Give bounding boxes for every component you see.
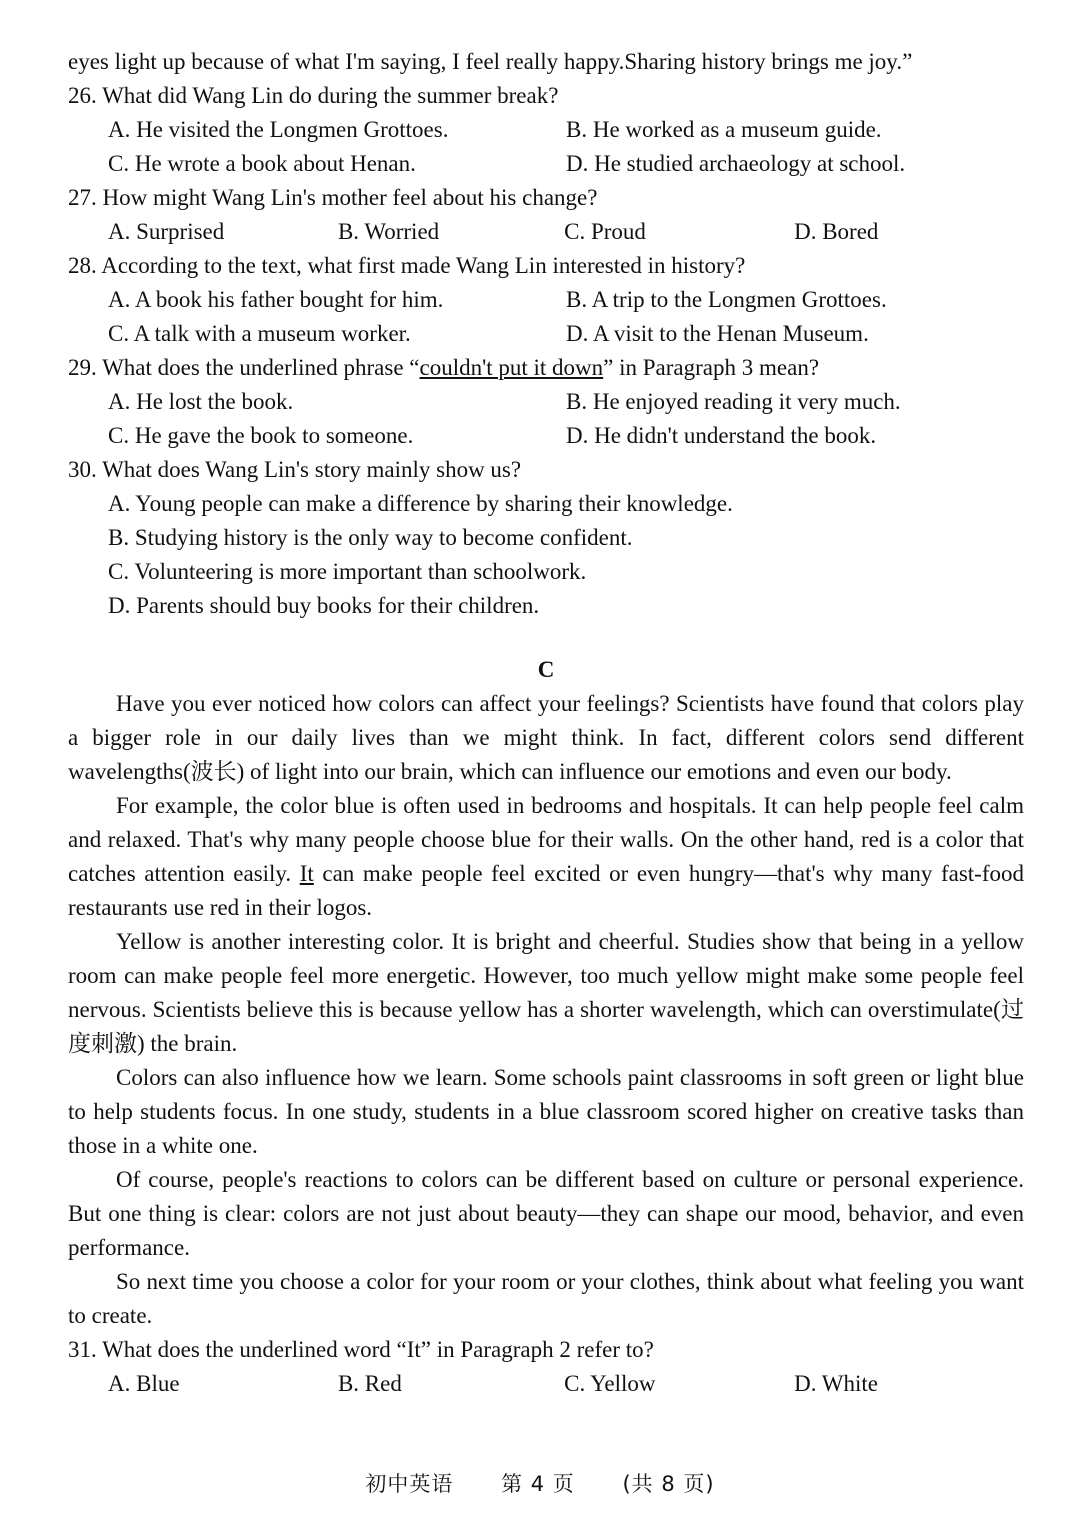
stem-suffix: ” in Paragraph 3 mean? bbox=[603, 355, 820, 380]
option-b[interactable]: B. Studying history is the only way to become confident. bbox=[108, 525, 633, 550]
options-row bbox=[68, 1367, 1024, 1401]
footer-subject: 初中英语 bbox=[365, 1472, 454, 1496]
option-d[interactable]: D. He didn't understand the book. bbox=[566, 423, 877, 448]
paragraph-tail: can make people feel excited or even hungry—that's why many fast-food restaurants use red in their logos. bbox=[68, 861, 1024, 920]
option-b[interactable]: B. Worried bbox=[337, 219, 440, 244]
question-stem: 27. How might Wang Lin's mother feel about his change? bbox=[68, 185, 598, 210]
option-c[interactable]: C. Proud bbox=[564, 219, 646, 244]
passage-paragraph: Of course, people's reactions to colors can be different based on culture or personal experience. But one thing is clear: colors are not just about beauty—they can shape our mood, behavior, and even performance. bbox=[68, 1167, 1024, 1260]
passage-paragraph: Have you ever noticed how colors can affect your feelings? Scientists have found that colors play a bigger role in our daily lives than we might think. In fact, different colors send different wavelengths(波长) of light into our brain, which can influence our emotions and even our body. bbox=[68, 691, 1024, 784]
stem-prefix: 29. What does the underlined phrase “ bbox=[68, 355, 420, 380]
option-c[interactable]: C. Yellow bbox=[564, 1371, 656, 1396]
option-a[interactable]: A. Young people can make a difference by sharing their knowledge. bbox=[108, 491, 733, 516]
option-d[interactable]: D. A visit to the Henan Museum. bbox=[566, 321, 869, 346]
passage-c bbox=[68, 687, 1024, 1333]
underlined-phrase: couldn't put it down bbox=[419, 355, 604, 380]
option-b[interactable]: B. He worked as a museum guide. bbox=[566, 117, 882, 142]
section-c-title: C bbox=[537, 657, 555, 682]
footer-page-number: 第 4 页 bbox=[501, 1472, 575, 1496]
question-26 bbox=[68, 79, 1024, 181]
option-d[interactable]: D. White bbox=[794, 1371, 878, 1396]
question-29 bbox=[68, 351, 1024, 453]
passage-paragraph: Yellow is another interesting color. It is bright and cheerful. Studies show that being in a yellow room can make people feel more energetic. However, too much yellow might make some people feel nervous. Scientists believe this is because yellow has a shorter wavelength, which can overstimulate(过度刺激) the brain. bbox=[68, 929, 1024, 1056]
question-stem bbox=[68, 351, 1024, 385]
options-row bbox=[68, 113, 1024, 147]
question-31 bbox=[68, 1333, 1024, 1401]
options-row bbox=[68, 317, 1024, 351]
question-stem: 30. What does Wang Lin's story mainly show us? bbox=[68, 457, 522, 482]
options-row bbox=[68, 419, 1024, 453]
options-row bbox=[68, 283, 1024, 317]
option-a[interactable]: A. A book his father bought for him. bbox=[108, 287, 444, 312]
option-c[interactable]: C. He gave the book to someone. bbox=[108, 423, 414, 448]
question-stem: 31. What does the underlined word “It” in Paragraph 2 refer to? bbox=[68, 1337, 654, 1362]
underlined-word: It bbox=[299, 861, 314, 886]
passage-paragraph: So next time you choose a color for your room or your clothes, think about what feeling you want to create. bbox=[68, 1269, 1024, 1328]
passage-paragraph bbox=[68, 789, 1024, 925]
passage-paragraph: Colors can also influence how we learn. Some schools paint classrooms in soft green or light blue to help students focus. In one study, students in a blue classroom scored higher on creative tasks than those in a white one. bbox=[68, 1065, 1024, 1158]
question-27 bbox=[68, 181, 1024, 249]
option-b[interactable]: B. He enjoyed reading it very much. bbox=[566, 389, 901, 414]
option-a[interactable]: A. Surprised bbox=[108, 219, 225, 244]
page-footer bbox=[0, 1467, 1080, 1501]
options-row bbox=[68, 215, 1024, 249]
passage-b-continuation: eyes light up because of what I'm saying, I feel really happy.Sharing history brings me joy.” bbox=[68, 49, 913, 74]
options-row bbox=[68, 147, 1024, 181]
paragraph-text: For example, the color blue is often used in bedrooms and hospitals. It can help people feel calm and relaxed. That's why many people choose blue for their walls. On the other hand, red is a color that catches attention easily. bbox=[68, 793, 1024, 886]
option-c[interactable]: C. He wrote a book about Henan. bbox=[108, 151, 416, 176]
option-d[interactable]: D. He studied archaeology at school. bbox=[566, 151, 906, 176]
option-c[interactable]: C. Volunteering is more important than schoolwork. bbox=[108, 559, 587, 584]
option-a[interactable]: A. Blue bbox=[108, 1371, 180, 1396]
question-stem: 26. What did Wang Lin do during the summer break? bbox=[68, 83, 559, 108]
option-b[interactable]: B. Red bbox=[337, 1371, 402, 1396]
option-d[interactable]: D. Parents should buy books for their children. bbox=[108, 593, 540, 618]
option-d[interactable]: D. Bored bbox=[794, 219, 879, 244]
option-b[interactable]: B. A trip to the Longmen Grottoes. bbox=[566, 287, 887, 312]
question-30 bbox=[68, 453, 1024, 623]
option-a[interactable]: A. He visited the Longmen Grottoes. bbox=[108, 117, 449, 142]
options-row bbox=[68, 385, 1024, 419]
option-a[interactable]: A. He lost the book. bbox=[108, 389, 294, 414]
option-c[interactable]: C. A talk with a museum worker. bbox=[108, 321, 411, 346]
question-28 bbox=[68, 249, 1024, 351]
footer-total-pages: (共 8 页) bbox=[622, 1472, 715, 1496]
question-stem: 28. According to the text, what first made Wang Lin interested in history? bbox=[68, 253, 746, 278]
